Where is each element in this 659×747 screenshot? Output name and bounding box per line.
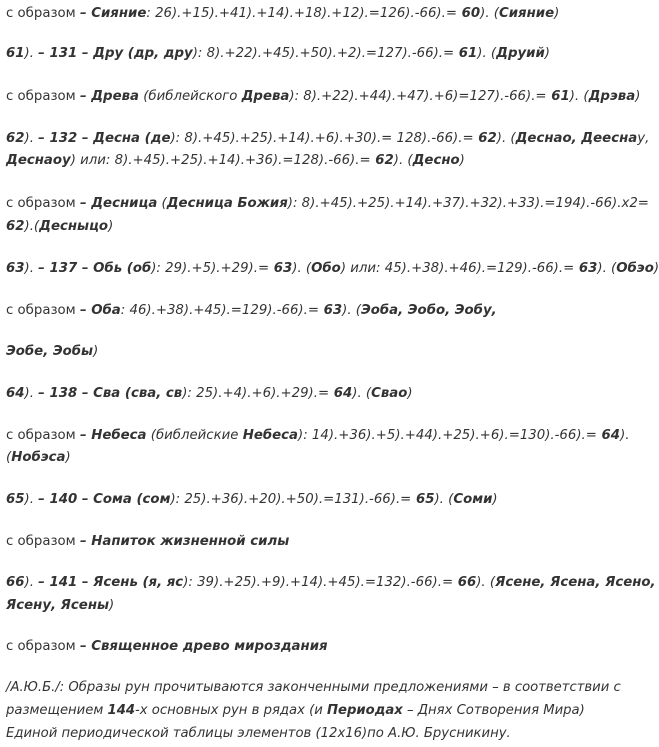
text-segment: ). xyxy=(24,575,39,590)
text-segment: ): 14).+36).+5).+44).+25).+6).=130).-66).= xyxy=(298,428,597,443)
text-segment: у, xyxy=(637,131,650,146)
text-segment: ). ( xyxy=(352,386,372,401)
text-segment: Эоба, Эобо, Эобу, xyxy=(360,303,497,318)
text-segment: 63 xyxy=(6,261,25,276)
text-segment: – Сияние xyxy=(79,6,147,21)
text-segment: Десно xyxy=(412,153,460,168)
text-segment: – 140 – Сома (сом xyxy=(38,492,171,507)
text-segment: Дрэва xyxy=(588,89,636,104)
text-segment: – Древа xyxy=(79,89,139,104)
text-segment: ( xyxy=(157,196,167,211)
text-segment: Единой периодической таблицы элементов (12х16)по А.Ю. Брусникину. xyxy=(6,726,511,741)
text-segment: ) xyxy=(109,598,115,613)
text-segment: ) или: 8).+45).+25).+14).+36).=128).-66).= xyxy=(70,153,371,168)
text-segment: ) xyxy=(554,6,560,21)
text-segment: – Напиток жизненной силы xyxy=(79,534,290,549)
text-line xyxy=(6,574,656,592)
text-segment: ). xyxy=(24,131,39,146)
text-segment: ) xyxy=(65,450,71,465)
text-segment: Нобэса xyxy=(11,450,66,465)
text-segment: с образом xyxy=(6,428,80,443)
text-segment: – 132 – Десна (де xyxy=(38,131,171,146)
text-segment: Небеса xyxy=(242,428,299,443)
text-segment: Сияние xyxy=(498,6,555,21)
text-segment: с образом xyxy=(6,303,80,318)
text-segment: (библейского xyxy=(138,89,242,104)
text-segment: Деснаоу xyxy=(6,153,71,168)
text-segment: 60 xyxy=(457,6,481,21)
text-segment: ). xyxy=(24,492,39,507)
text-segment: ): 25).+36).+20).+50).=131).-66).= xyxy=(170,492,412,507)
text-segment: ): 39).+25).+9).+14).+45).=132).-66).= xyxy=(183,575,454,590)
text-segment: Древа xyxy=(241,89,290,104)
text-segment: Свао xyxy=(371,386,408,401)
text-segment: 65 xyxy=(6,492,25,507)
text-segment: 63 xyxy=(269,261,293,276)
text-segment: Эобе, Эобы xyxy=(6,344,94,359)
text-segment: ): 29).+5).+29).= xyxy=(151,261,270,276)
text-segment: – 141 – Ясень (я, яс xyxy=(38,575,184,590)
text-segment: Обэо xyxy=(616,261,654,276)
text-segment: с образом xyxy=(6,6,80,21)
text-segment: 62 xyxy=(370,153,394,168)
text-segment: ). xyxy=(24,46,39,61)
text-line xyxy=(6,343,616,361)
text-segment: Ясену, Ясены xyxy=(6,598,110,613)
text-segment: ). ( xyxy=(476,575,496,590)
text-segment: – Небеса xyxy=(79,428,147,443)
text-segment: 62 xyxy=(6,131,25,146)
text-segment: с образом xyxy=(6,89,80,104)
text-segment: Друий xyxy=(496,46,545,61)
text-segment: Десница Божия xyxy=(166,196,288,211)
text-segment: с образом xyxy=(6,196,80,211)
text-segment: ): 8).+22).+45).+50).+2).=127).-66).= xyxy=(192,46,455,61)
text-segment: ( xyxy=(6,450,12,465)
text-segment: – Оба xyxy=(79,303,121,318)
text-segment: ). ( xyxy=(292,261,312,276)
text-segment: с образом xyxy=(6,534,80,549)
text-segment: ). ( xyxy=(477,46,497,61)
text-segment: Деснао, Деесна xyxy=(515,131,638,146)
text-segment: Соми xyxy=(453,492,493,507)
text-segment: 64 xyxy=(6,386,25,401)
text-segment: ) или: 45).+38).+46).=129).-66).= xyxy=(340,261,575,276)
text-line xyxy=(6,449,616,467)
text-segment: ) xyxy=(407,386,413,401)
text-segment: ). ( xyxy=(569,89,589,104)
text-segment: ). ( xyxy=(597,261,617,276)
text-segment: -х основных рун в рядах (и xyxy=(135,703,327,718)
text-line xyxy=(6,427,630,445)
text-segment: ). ( xyxy=(480,6,499,21)
text-line xyxy=(6,302,616,320)
text-segment: ). xyxy=(24,261,39,276)
text-segment: 61 xyxy=(6,46,25,61)
text-segment: Периодах xyxy=(326,703,403,718)
text-segment: Десныцо xyxy=(39,219,109,234)
text-segment: (библейские xyxy=(146,428,243,443)
text-segment: 61 xyxy=(454,46,478,61)
text-line xyxy=(6,597,616,615)
text-segment: 66 xyxy=(453,575,477,590)
note-line xyxy=(6,723,616,745)
text-line xyxy=(6,130,650,148)
text-line xyxy=(6,45,616,63)
text-segment: 65 xyxy=(411,492,435,507)
text-segment: 63 xyxy=(574,261,598,276)
text-segment: 144 xyxy=(107,703,136,718)
text-segment: 63 xyxy=(318,303,343,318)
text-line xyxy=(6,260,659,278)
text-segment: размещением xyxy=(6,703,108,718)
text-segment: ) xyxy=(93,344,99,359)
text-segment: ) xyxy=(459,153,465,168)
text-segment: ). ( xyxy=(393,153,413,168)
text-segment: 66 xyxy=(6,575,25,590)
text-line xyxy=(6,88,641,106)
text-segment: Обо xyxy=(311,261,341,276)
text-line xyxy=(6,5,616,23)
text-segment: 61 xyxy=(546,89,570,104)
text-segment: 62 xyxy=(6,219,25,234)
text-segment: : 46).+38).+45).=129).-66).= xyxy=(120,303,319,318)
text-segment: Ясене, Ясена, Ясено, xyxy=(495,575,656,590)
text-line xyxy=(6,533,616,551)
text-segment: /А.Ю.Б./: Образы рун прочитываются законченными предложениями – в соответствии с xyxy=(6,680,621,695)
text-segment: ): 8).+45).+25).+14).+6).+30).= 128).-66).= xyxy=(170,131,474,146)
text-segment: ). ( xyxy=(434,492,454,507)
text-segment: ). ( xyxy=(342,303,361,318)
text-line xyxy=(6,638,616,656)
text-segment: ) xyxy=(635,89,641,104)
text-segment: ): 8).+45).+25).+14).+37).+32).+33).=194).-66).x2= xyxy=(287,196,649,211)
text-line xyxy=(6,491,616,509)
text-segment: ) xyxy=(544,46,550,61)
text-segment: – Днях Сотворения Мира) xyxy=(402,703,585,718)
text-segment: – 137 – Обь (об xyxy=(38,261,152,276)
text-segment: ): 25).+4).+6).+29).= xyxy=(182,386,330,401)
text-segment: 64 xyxy=(329,386,353,401)
text-segment: ). xyxy=(620,428,630,443)
text-line xyxy=(6,218,616,236)
note-line xyxy=(6,677,621,699)
text-segment: – Священное древо мироздания xyxy=(79,639,328,654)
text-segment: ). ( xyxy=(496,131,516,146)
text-segment: ). xyxy=(24,386,39,401)
text-segment: 62 xyxy=(473,131,497,146)
text-segment: ) xyxy=(108,219,114,234)
text-segment: – 131 – Дру (др, дру xyxy=(38,46,193,61)
text-segment: – Десница xyxy=(79,196,158,211)
text-segment: ) xyxy=(653,261,659,276)
text-segment: ) xyxy=(492,492,498,507)
text-segment: с образом xyxy=(6,639,80,654)
text-line xyxy=(6,152,616,170)
text-segment: – 138 – Сва (сва, св xyxy=(38,386,183,401)
text-segment: ): 8).+22).+44).+47).+6)=127).-66).= xyxy=(289,89,547,104)
text-segment: : 26).+15).+41).+14).+18).+12).=126).-66).= xyxy=(146,6,457,21)
text-line xyxy=(6,195,649,213)
text-segment: ).( xyxy=(24,219,40,234)
text-segment: 64 xyxy=(596,428,621,443)
text-line xyxy=(6,385,616,403)
note-line xyxy=(6,700,616,722)
